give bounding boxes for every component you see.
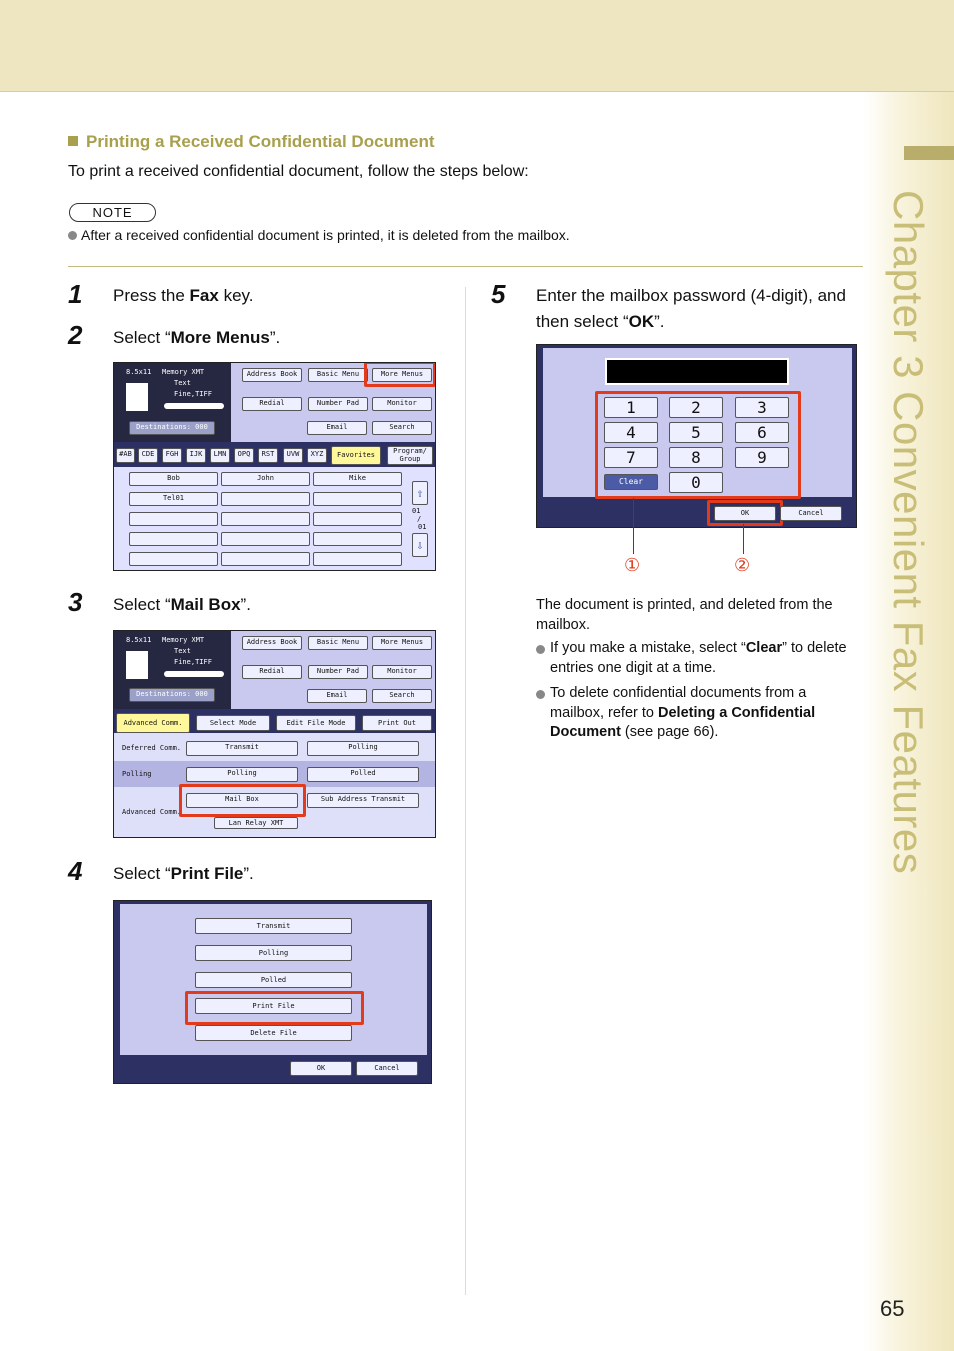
tab-xyz[interactable]: XYZ xyxy=(307,448,327,463)
step-text-post: key. xyxy=(218,286,254,305)
step-text xyxy=(536,283,861,335)
step-text-pre: Select “ xyxy=(113,595,171,614)
sub-address-transmit-button[interactable]: Sub Address Transmit xyxy=(307,793,419,808)
tab-fgh[interactable]: FGH xyxy=(162,448,182,463)
entry-button-empty[interactable] xyxy=(313,492,402,506)
step-number: 3 xyxy=(68,587,83,617)
row-label-deferred: Deferred Comm. xyxy=(122,744,182,752)
more-menus-button[interactable]: More Menus xyxy=(372,636,432,650)
email-button[interactable]: Email xyxy=(307,421,367,435)
entry-button[interactable]: Bob xyxy=(129,472,218,486)
cancel-button[interactable]: Cancel xyxy=(780,506,842,521)
scroll-up-icon[interactable]: ⇧ xyxy=(412,481,428,505)
document-icon xyxy=(126,383,148,411)
monitor-button[interactable]: Monitor xyxy=(372,397,432,411)
step-text xyxy=(113,283,253,309)
step-text xyxy=(113,592,251,618)
document-icon xyxy=(126,651,148,679)
result-bullet-post: ” to delete entries one digit at a time. xyxy=(550,640,847,676)
key-5[interactable]: 5 xyxy=(669,422,723,443)
step-text-bold: OK xyxy=(628,312,655,331)
note-badge: NOTE xyxy=(69,203,156,222)
step-text-bold: More Menus xyxy=(170,328,270,347)
key-4[interactable]: 4 xyxy=(604,422,658,443)
row-label-polling: Polling xyxy=(122,770,152,778)
step-number: 4 xyxy=(68,856,83,886)
callout-line xyxy=(743,524,744,554)
result-bullet xyxy=(536,684,856,743)
tab-ab[interactable]: #AB xyxy=(116,448,135,463)
note-text-body: After a received confidential document is printed, it is deleted from the mailbox. xyxy=(81,227,570,243)
chapter-tab-marker xyxy=(904,146,954,160)
result-bullet-body xyxy=(550,639,866,678)
row-label-advanced: Advanced Comm. xyxy=(122,808,182,816)
ok-button[interactable]: OK xyxy=(290,1061,352,1076)
tab-cde[interactable]: CDE xyxy=(138,448,158,463)
email-button[interactable]: Email xyxy=(307,689,367,703)
step-number: 2 xyxy=(68,320,83,350)
polling-button[interactable]: Polling xyxy=(307,741,419,756)
resolution-mode: Fine,TIFF xyxy=(174,658,212,666)
step-text xyxy=(113,325,280,351)
bullet-icon xyxy=(536,645,545,654)
screenshot-mail-box xyxy=(113,900,432,1084)
key-1[interactable]: 1 xyxy=(604,397,658,418)
screenshot-address-book xyxy=(113,362,436,571)
step-text-bold: Print File xyxy=(170,864,244,883)
fax-info-panel xyxy=(114,631,231,709)
scroll-down-icon[interactable]: ⇩ xyxy=(412,533,428,557)
entry-button-empty[interactable] xyxy=(221,532,310,546)
entry-button[interactable]: Tel01 xyxy=(129,492,218,506)
page-number: 65 xyxy=(880,1296,905,1321)
tab-ijk[interactable]: IJK xyxy=(186,448,206,463)
highlight-box xyxy=(707,500,783,526)
search-button[interactable]: Search xyxy=(372,421,432,435)
chapter-title: Chapter 3 Convenient Fax Features xyxy=(885,190,932,875)
entry-button[interactable]: John xyxy=(221,472,310,486)
step-text-bold: Mail Box xyxy=(170,595,241,614)
number-pad-button[interactable]: Number Pad xyxy=(308,397,368,411)
header-band xyxy=(0,0,954,92)
tab-opq[interactable]: OPQ xyxy=(234,448,254,463)
step-text-bold: Fax xyxy=(189,286,219,305)
result-bullet-bold: Clear xyxy=(745,640,783,656)
entry-button-empty[interactable] xyxy=(313,552,402,566)
clear-button[interactable]: Clear xyxy=(604,474,658,490)
delete-file-button[interactable]: Delete File xyxy=(195,1025,352,1041)
tab-program-group[interactable]: Program/ Group xyxy=(387,446,433,465)
mail-box-button[interactable]: Mail Box xyxy=(186,793,298,808)
polled-button[interactable]: Polled xyxy=(195,972,352,988)
result-bullet-post: (see page 66). xyxy=(620,724,719,740)
tab-edit-file-mode[interactable]: Edit File Mode xyxy=(276,715,356,731)
highlight-box xyxy=(364,362,436,387)
result-text: The document is printed, and deleted from the mailbox. xyxy=(536,597,833,633)
transmit-button[interactable]: Transmit xyxy=(186,741,298,756)
tab-lmn[interactable]: LMN xyxy=(210,448,230,463)
address-book-button[interactable]: Address Book xyxy=(242,368,302,382)
polling-button[interactable]: Polling xyxy=(195,945,352,961)
result-bullet-body xyxy=(550,684,856,743)
step-text xyxy=(113,861,254,887)
entry-button-empty[interactable] xyxy=(129,512,218,526)
fax-info-panel xyxy=(114,363,231,442)
step-text-pre: Press the xyxy=(113,286,190,305)
key-2[interactable]: 2 xyxy=(669,397,723,418)
redial-button[interactable]: Redial xyxy=(242,665,302,679)
column-divider xyxy=(465,287,466,1295)
entry-button-empty[interactable] xyxy=(221,552,310,566)
key-6[interactable]: 6 xyxy=(735,422,789,443)
polled-button[interactable]: Polled xyxy=(307,767,419,782)
tab-uvw[interactable]: UVW xyxy=(283,448,303,463)
step-text-pre: Select “ xyxy=(113,328,171,347)
step-number: 1 xyxy=(68,279,83,309)
polling-button[interactable]: Polling xyxy=(186,767,298,782)
key-3[interactable]: 3 xyxy=(735,397,789,418)
step-text-post: ”. xyxy=(269,328,281,347)
tab-favorites[interactable]: Favorites xyxy=(331,446,381,465)
step-text-pre: Enter the mailbox password (4-digit), and then select “ xyxy=(536,286,846,331)
bullet-icon xyxy=(536,690,545,699)
address-book-button[interactable]: Address Book xyxy=(242,636,302,650)
cancel-button[interactable]: Cancel xyxy=(356,1061,418,1076)
key-0[interactable]: 0 xyxy=(669,472,723,493)
highlight-box xyxy=(179,784,306,817)
redial-button[interactable]: Redial xyxy=(242,397,302,411)
page-total: 01 xyxy=(418,523,427,531)
entry-button-empty[interactable] xyxy=(221,512,310,526)
tab-print-out[interactable]: Print Out xyxy=(362,715,432,731)
entry-button-empty[interactable] xyxy=(129,552,218,566)
section-title-text: Printing a Received Confidential Document xyxy=(86,132,435,151)
page-current: 01 xyxy=(412,507,421,515)
entry-button-empty[interactable] xyxy=(129,532,218,546)
key-9[interactable]: 9 xyxy=(735,447,789,468)
highlight-box xyxy=(595,391,801,499)
print-file-button[interactable]: Print File xyxy=(195,998,352,1014)
result-bullet-bold: Deleting a Confidential Document xyxy=(550,704,816,740)
monitor-button[interactable]: Monitor xyxy=(372,665,432,679)
callout-line xyxy=(633,498,634,554)
entry-button-empty[interactable] xyxy=(313,512,402,526)
password-display xyxy=(605,358,789,385)
result-bullet-pre: To delete confidential documents from a mailbox, refer to xyxy=(550,685,807,721)
more-menus-button[interactable]: More Menus xyxy=(372,368,432,382)
tab-advanced-comm[interactable]: Advanced Comm. xyxy=(116,713,190,733)
ok-button[interactable]: OK xyxy=(714,506,776,521)
key-7[interactable]: 7 xyxy=(604,447,658,468)
entry-button-empty[interactable] xyxy=(313,532,402,546)
square-bullet-icon xyxy=(68,136,78,146)
original-mode: Text xyxy=(174,647,191,655)
original-mode: Text xyxy=(174,379,191,387)
step-text-post: ”. xyxy=(240,595,251,614)
entry-button[interactable]: Mike xyxy=(313,472,402,486)
callout-marker-1: ① xyxy=(624,555,641,576)
memory-mode: Memory XMT xyxy=(162,636,205,644)
screenshot-password-keypad xyxy=(536,344,857,528)
section-title xyxy=(68,132,435,152)
page-separator: / xyxy=(417,515,422,523)
search-button[interactable]: Search xyxy=(372,689,432,703)
destinations-field: Destinations: 000 xyxy=(129,688,215,702)
step-text-post: ”. xyxy=(654,312,665,331)
highlight-box xyxy=(185,991,364,1025)
basic-menu-button[interactable]: Basic Menu xyxy=(308,636,368,650)
tab-select-mode[interactable]: Select Mode xyxy=(196,715,270,731)
section-intro: To print a received confidential document, follow the steps below: xyxy=(68,163,529,180)
memory-mode: Memory XMT xyxy=(162,368,205,376)
divider xyxy=(68,266,863,267)
destinations-field: Destinations: 000 xyxy=(129,421,215,435)
contrast-slider[interactable] xyxy=(164,671,224,677)
basic-menu-button[interactable]: Basic Menu xyxy=(308,368,368,382)
resolution-mode: Fine,TIFF xyxy=(174,390,212,398)
paper-size: 8.5x11 xyxy=(126,368,152,376)
tab-rst[interactable]: RST xyxy=(258,448,278,463)
paper-size: 8.5x11 xyxy=(126,636,152,644)
number-pad-button[interactable]: Number Pad xyxy=(308,665,368,679)
result-bullet-pre: If you make a mistake, select “ xyxy=(550,640,746,656)
step-number: 5 xyxy=(491,279,506,309)
step-text-pre: Select “ xyxy=(113,864,171,883)
screenshot-more-menus xyxy=(113,630,436,838)
step-text-post: ”. xyxy=(243,864,254,883)
key-8[interactable]: 8 xyxy=(669,447,723,468)
bullet-icon xyxy=(68,231,77,240)
contrast-slider[interactable] xyxy=(164,403,224,409)
callout-marker-2: ② xyxy=(734,555,751,576)
note-text xyxy=(68,227,570,243)
lan-relay-xmt-button[interactable]: Lan Relay XMT xyxy=(214,817,298,829)
result-bullet xyxy=(536,639,866,678)
entry-button-empty[interactable] xyxy=(221,492,310,506)
transmit-button[interactable]: Transmit xyxy=(195,918,352,934)
